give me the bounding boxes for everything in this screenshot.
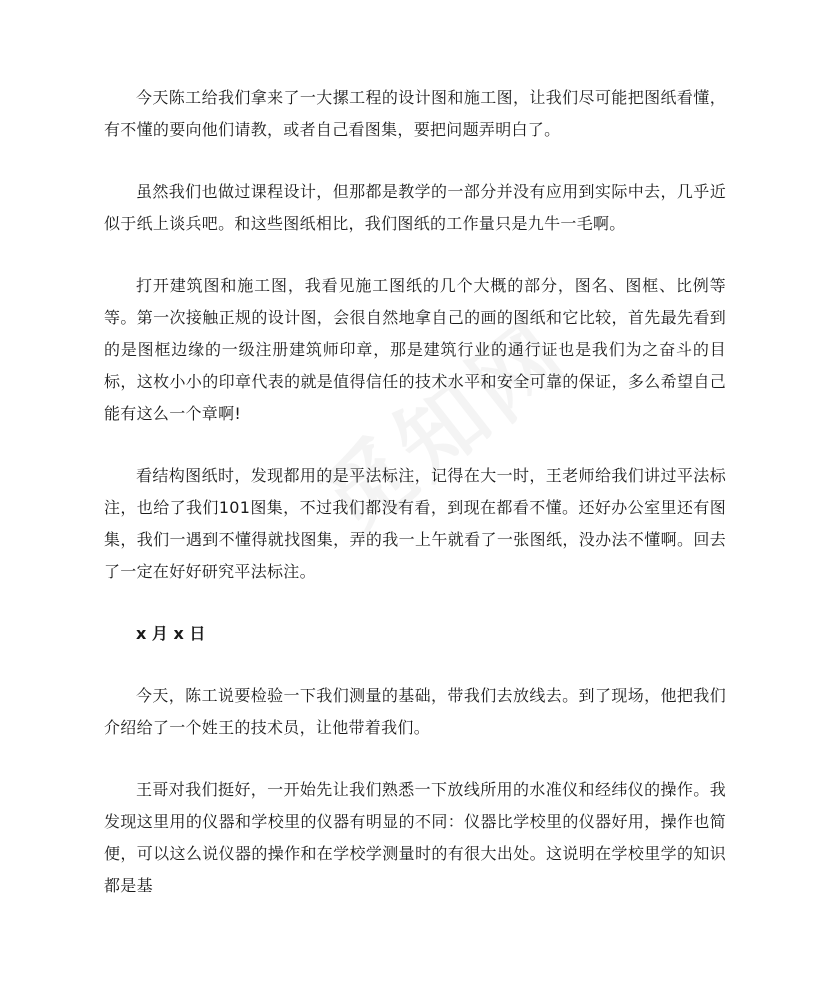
paragraph: 打开建筑图和施工图，我看见施工图纸的几个大概的部分，图名、图框、比例等等。第一次接触正规的设计图，会很自然地拿自己的画的图纸和它比较，首先最先看到的是图框边缘的一级注册建筑师印章，那是建筑行业的通行证也是我们为之奋斗的目标，这枚小小的印章代表的就是值得信任的技术水平和安全可靠的保证，多么希望自己能有这么一个章啊!	[104, 276, 726, 423]
paragraph: 今天，陈工说要检验一下我们测量的基础，带我们去放线去。到了现场，他把我们介绍给了一个姓王的技术员，让他带着我们。	[104, 686, 726, 737]
paragraph: 王哥对我们挺好，一开始先让我们熟悉一下放线所用的水准仪和经纬仪的操作。我发现这里用的仪器和学校里的仪器有明显的不同：仪器比学校里的仪器好用，操作也简便，可以这么说仪器的操作和在学校学测量时的有很大出处。这说明在学校里学的知识都是基	[104, 780, 726, 895]
paragraph: 看结构图纸时，发现都用的是平法标注，记得在大一时，王老师给我们讲过平法标注，也给了我们101图集，不过我们都没有看，到现在都看不懂。还好办公室里还有图集，我们一遇到不懂得就找图集，弄的我一上午就看了一张图纸，没办法不懂啊。回去了一定在好好研究平法标注。	[104, 466, 726, 581]
document-body	[104, 82, 726, 932]
paragraph: 虽然我们也做过课程设计，但那都是教学的一部分并没有应用到实际中去，几乎近似于纸上谈兵吧。和这些图纸相比，我们图纸的工作量只是九牛一毛啊。	[104, 182, 726, 233]
paragraph: 今天陈工给我们拿来了一大摞工程的设计图和施工图，让我们尽可能把图纸看懂，有不懂的要向他们请教，或者自己看图集，要把问题弄明白了。	[104, 88, 726, 139]
date-heading: x 月 x 日	[136, 624, 206, 643]
